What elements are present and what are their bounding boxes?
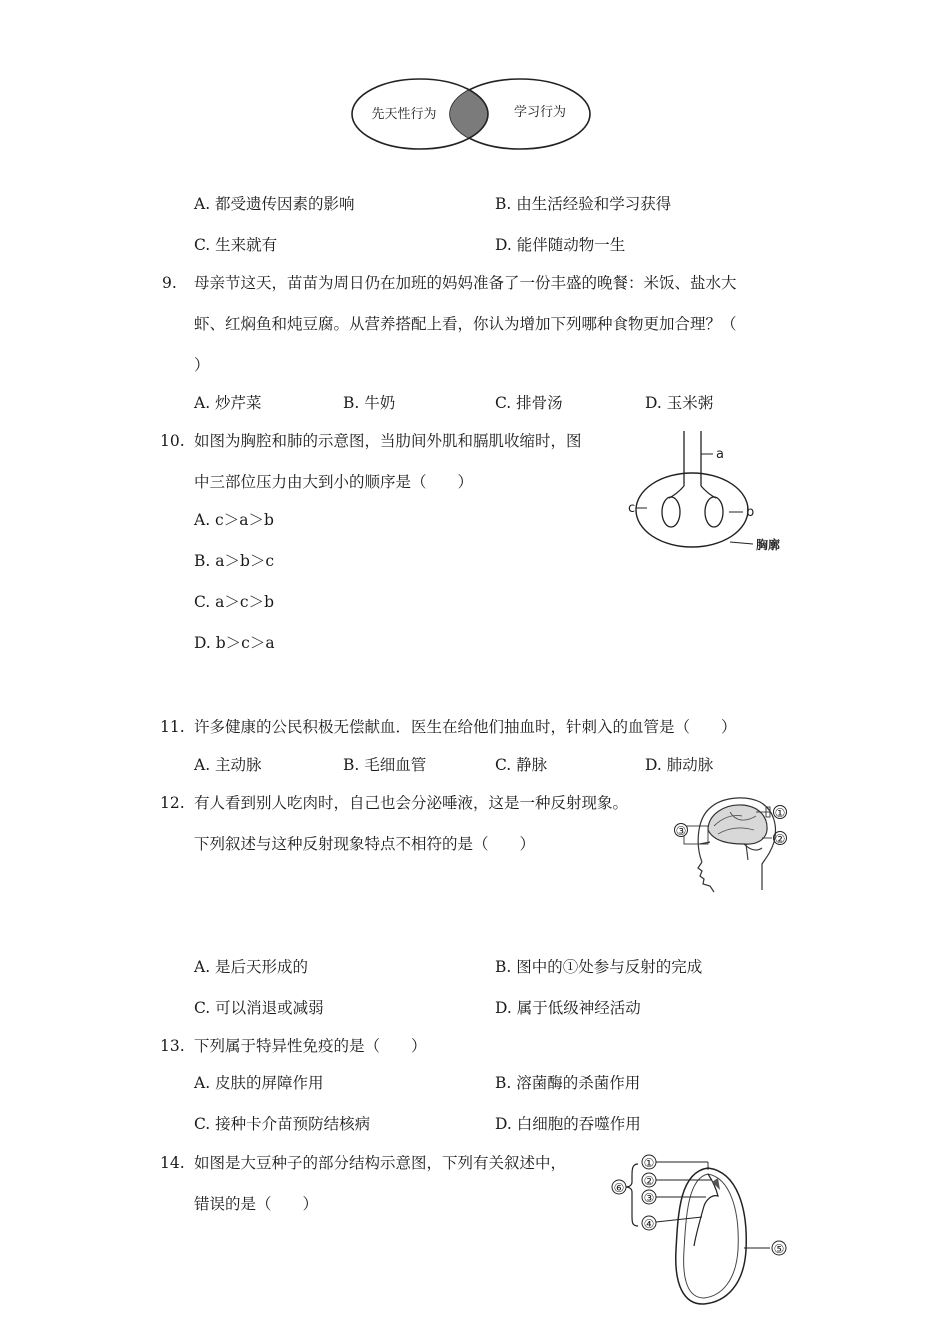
fig10-label-a: a — [716, 447, 724, 462]
q13-option-b[interactable]: B. 溶菌酶的杀菌作用 — [495, 1074, 641, 1092]
q8-option-d[interactable]: D. 能伴随动物一生 — [495, 236, 626, 254]
fig12-label-2: ② — [774, 832, 786, 846]
q13-option-c[interactable]: C. 接种卡介苗预防结核病 — [194, 1115, 371, 1133]
q12-option-c[interactable]: C. 可以消退或减弱 — [194, 999, 324, 1017]
q13-stem: 下列属于特异性免疫的是（ ） — [194, 1037, 427, 1055]
q11-option-b[interactable]: B. 毛细血管 — [343, 756, 427, 774]
q10-number: 10. — [160, 432, 185, 450]
q8-option-a[interactable]: A. 都受遗传因素的影响 — [194, 195, 355, 213]
q10-option-d[interactable]: D. b＞c＞a — [194, 634, 275, 652]
q10-option-c[interactable]: C. a＞c＞b — [194, 593, 275, 611]
brain — [708, 805, 767, 844]
q11-stem: 许多健康的公民积极无偿献血．医生在给他们抽血时，针刺入的血管是（ ） — [194, 718, 737, 736]
chest-lung-figure — [625, 428, 795, 558]
fig14-label-1: ① — [643, 1156, 655, 1170]
fig12-label-1: ① — [774, 806, 786, 820]
q13-option-d[interactable]: D. 白细胞的吞噬作用 — [495, 1115, 641, 1133]
venn-right-label: 学习行为 — [513, 105, 567, 120]
fig10-label-c: c — [628, 501, 636, 516]
q12-stem-line2: 下列叙述与这种反射现象特点不相符的是（ ） — [194, 835, 536, 853]
right-lung — [705, 497, 723, 527]
q9-option-d[interactable]: D. 玉米粥 — [645, 394, 714, 412]
venn-diagram — [350, 78, 600, 154]
q9-number: 9. — [162, 274, 177, 292]
q12-stem-line1: 有人看到别人吃肉时，自己也会分泌唾液，这是一种反射现象。 — [194, 794, 629, 812]
q11-option-a[interactable]: A. 主动脉 — [194, 756, 262, 774]
q14-number: 14. — [160, 1154, 185, 1172]
fig14-label-4: ④ — [643, 1217, 655, 1231]
bronchi — [669, 486, 716, 498]
q9-option-c[interactable]: C. 排骨汤 — [495, 394, 563, 412]
trachea — [684, 431, 701, 486]
q10-option-b[interactable]: B. a＞b＞c — [194, 552, 275, 570]
q10-stem-line2: 中三部位压力由大到小的顺序是（ ） — [194, 473, 474, 491]
q9-stem-line3: ） — [194, 356, 210, 374]
fig14-label-6: ⑥ — [613, 1181, 625, 1195]
fig10-label-b: b — [746, 505, 755, 520]
q12-option-d[interactable]: D. 属于低级神经活动 — [495, 999, 641, 1017]
fig12-label-3: ③ — [675, 824, 687, 838]
q14-stem-line2: 错误的是（ ） — [194, 1195, 319, 1213]
q12-option-a[interactable]: A. 是后天形成的 — [194, 958, 309, 976]
q9-stem-line1: 母亲节这天，苗苗为周日仍在加班的妈妈准备了一份丰盛的晚餐：米饭、盐水大 — [194, 274, 737, 292]
q10-option-a[interactable]: A. c＞a＞b — [194, 511, 274, 529]
q12-number: 12. — [160, 794, 185, 812]
fig14-label-2: ② — [643, 1174, 655, 1188]
soybean-seed-figure — [608, 1150, 798, 1310]
brain-head-figure — [670, 792, 795, 897]
q11-number: 11. — [160, 718, 185, 736]
q14-stem-line1: 如图是大豆种子的部分结构示意图，下列有关叙述中， — [194, 1154, 567, 1172]
left-lung — [662, 497, 680, 527]
q9-stem-line2: 虾、红焖鱼和炖豆腐。从营养搭配上看，你认为增加下列哪种食物更加合理？（ — [194, 315, 737, 333]
q12-option-b[interactable]: B. 图中的①处参与反射的完成 — [495, 958, 703, 976]
fig10-label-chest: 胸廓 — [756, 538, 781, 552]
q8-option-c[interactable]: C. 生来就有 — [194, 236, 278, 254]
fig14-label-5: ⑤ — [773, 1242, 785, 1256]
q13-option-a[interactable]: A. 皮肤的屏障作用 — [194, 1074, 324, 1092]
q9-option-a[interactable]: A. 炒芹菜 — [194, 394, 262, 412]
q11-option-c[interactable]: C. 静脉 — [495, 756, 548, 774]
fig14-label-3: ③ — [643, 1191, 655, 1205]
q13-number: 13. — [160, 1037, 185, 1055]
q11-option-d[interactable]: D. 肺动脉 — [645, 756, 714, 774]
venn-left-label: 先天性行为 — [371, 107, 437, 122]
q9-option-b[interactable]: B. 牛奶 — [343, 394, 396, 412]
q8-option-b[interactable]: B. 由生活经验和学习获得 — [495, 195, 672, 213]
q10-stem-line1: 如图为胸腔和肺的示意图，当肋间外肌和膈肌收缩时，图 — [194, 432, 582, 450]
thorax-outline — [636, 473, 748, 547]
